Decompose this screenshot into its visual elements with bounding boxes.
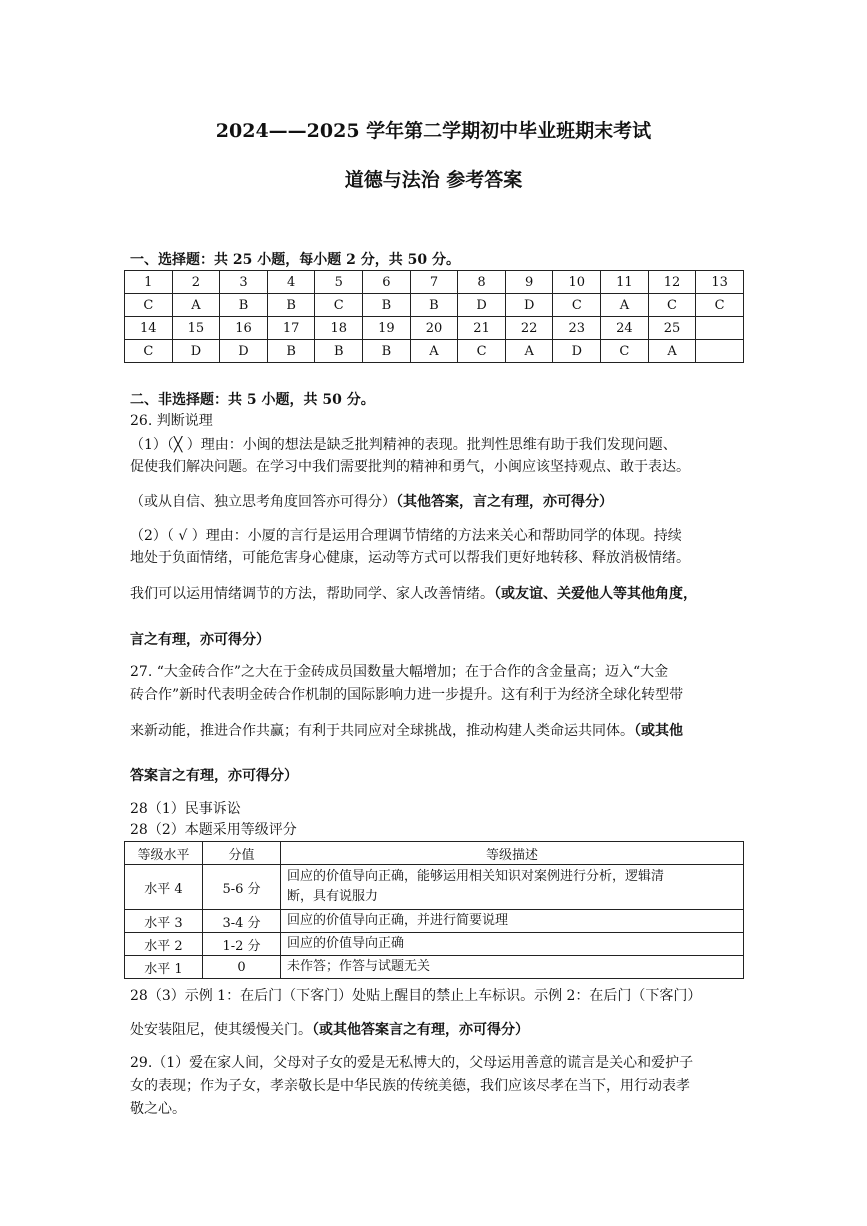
question-number: 15 bbox=[172, 317, 220, 340]
answer-letter: A bbox=[410, 340, 458, 363]
question-number: 25 bbox=[648, 317, 696, 340]
answer-letter: D bbox=[172, 340, 220, 363]
level-cell: 水平 1 bbox=[125, 956, 203, 979]
column-header: 等级水平 bbox=[125, 842, 203, 865]
answer-letter: C bbox=[696, 294, 744, 317]
q28-part3-line1: 28（3）示例 1：在后门（下客门）处贴上醒目的禁止上车标识。示例 2：在后门（下客门） bbox=[130, 988, 702, 1004]
q27-line4: 答案言之有理，亦可得分） bbox=[130, 768, 298, 784]
section2-heading: 二、非选择题：共 5 小题，共 50 分。 bbox=[130, 392, 375, 408]
q28-part3-line2-note: （或其他答案言之有理，亦可得分） bbox=[312, 1022, 529, 1038]
answer-letter: A bbox=[172, 294, 220, 317]
description-cell: 回应的价值导向正确，并进行简要说理 bbox=[281, 910, 744, 933]
answer-letter: D bbox=[220, 340, 268, 363]
q29-line2: 女的表现；作为子女，孝亲敬长是中华民族的传统美德，我们应该尽孝在当下，用行动表孝 bbox=[130, 1078, 690, 1094]
answer-letter: C bbox=[648, 294, 696, 317]
description-line: 断，具有说服力 bbox=[287, 889, 379, 904]
q28-part1: 28（1）民事诉讼 bbox=[130, 801, 241, 817]
q27-line3-text: 来新动能，推进合作共赢；有利于共同应对全球挑战，推动构建人类命运共同体。 bbox=[130, 723, 634, 739]
answer-letter: C bbox=[553, 294, 601, 317]
score-cell: 1-2 分 bbox=[203, 933, 281, 956]
q26-part1-line2: 促使我们解决问题。在学习中我们需要批判的精神和勇气，小闽应该坚持观点、敢于表达。 bbox=[130, 459, 690, 475]
q26-part2-line3-note: （或友谊、关爱他人等其他角度， bbox=[494, 586, 697, 602]
description-cell bbox=[281, 865, 744, 910]
question-number: 22 bbox=[505, 317, 553, 340]
q26-part2-line3-text: 我们可以运用情绪调节的方法，帮助同学、家人改善情绪。 bbox=[130, 586, 494, 602]
exam-subtitle: 道德与法治 参考答案 bbox=[344, 169, 523, 191]
question-number: 17 bbox=[267, 317, 315, 340]
q26-part2-line2: 地处于负面情绪，可能危害身心健康，运动等方式可以帮我们更好地转移、释放消极情绪。 bbox=[130, 550, 690, 566]
question-number: 24 bbox=[601, 317, 649, 340]
question-number: 9 bbox=[505, 271, 553, 294]
answer-number-row-1 bbox=[125, 271, 744, 294]
question-number: 20 bbox=[410, 317, 458, 340]
level-cell: 水平 2 bbox=[125, 933, 203, 956]
answer-letter: B bbox=[410, 294, 458, 317]
question-number: 19 bbox=[363, 317, 411, 340]
question-number: 10 bbox=[553, 271, 601, 294]
answer-letter: B bbox=[267, 294, 315, 317]
question-number: 13 bbox=[696, 271, 744, 294]
grading-row bbox=[125, 933, 744, 956]
q28-part3-line2 bbox=[130, 1018, 529, 1042]
level-cell: 水平 4 bbox=[125, 865, 203, 910]
answer-letter: C bbox=[125, 294, 173, 317]
question-number: 12 bbox=[648, 271, 696, 294]
answer-letter: B bbox=[267, 340, 315, 363]
answer-letter: B bbox=[363, 340, 411, 363]
score-cell: 0 bbox=[203, 956, 281, 979]
level-cell: 水平 3 bbox=[125, 910, 203, 933]
question-number: 11 bbox=[601, 271, 649, 294]
question-number: 18 bbox=[315, 317, 363, 340]
question-number: 6 bbox=[363, 271, 411, 294]
q29-line3: 敬之心。 bbox=[130, 1101, 186, 1117]
answer-letter: B bbox=[220, 294, 268, 317]
answer-letter: C bbox=[458, 340, 506, 363]
q27-line2: 砖合作”新时代表明金砖合作机制的国际影响力进一步提升。这有利于为经济全球化转型带 bbox=[130, 687, 684, 703]
question-number: 2 bbox=[172, 271, 220, 294]
q26-part1-note-alt: （或从自信、独立思考角度回答亦可得分） bbox=[130, 494, 396, 510]
grading-row bbox=[125, 956, 744, 979]
q28-part2: 28（2）本题采用等级评分 bbox=[130, 822, 297, 838]
question-number: 21 bbox=[458, 317, 506, 340]
question-number bbox=[696, 317, 744, 340]
question-number: 23 bbox=[553, 317, 601, 340]
answer-letter: A bbox=[505, 340, 553, 363]
question-number: 8 bbox=[458, 271, 506, 294]
question-number: 1 bbox=[125, 271, 173, 294]
answer-letter: A bbox=[601, 294, 649, 317]
q27-line1: 27. “大金砖合作”之大在于金砖成员国数量大幅增加；在于合作的含金量高；迈入“大金 bbox=[130, 664, 669, 680]
question-number: 3 bbox=[220, 271, 268, 294]
column-header: 等级描述 bbox=[281, 842, 744, 865]
grading-table bbox=[124, 841, 744, 979]
score-cell: 5-6 分 bbox=[203, 865, 281, 910]
answer-letter bbox=[696, 340, 744, 363]
answer-letter: C bbox=[125, 340, 173, 363]
description-line: 回应的价值导向正确，能够运用相关知识对案例进行分析，逻辑清 bbox=[287, 869, 665, 884]
grading-row bbox=[125, 865, 744, 910]
answer-letter: D bbox=[553, 340, 601, 363]
question-number: 5 bbox=[315, 271, 363, 294]
answer-letter-row-2 bbox=[125, 340, 744, 363]
q26-part2-line3 bbox=[130, 582, 697, 606]
q27-line3 bbox=[130, 719, 683, 743]
q26-part1-note bbox=[130, 490, 613, 514]
question-number: 16 bbox=[220, 317, 268, 340]
answer-letter: B bbox=[315, 340, 363, 363]
q27-line3-note: （或其他 bbox=[634, 723, 683, 739]
question-number: 14 bbox=[125, 317, 173, 340]
description-cell: 回应的价值导向正确 bbox=[281, 933, 744, 956]
column-header: 分值 bbox=[203, 842, 281, 865]
q29-line1: 29.（1）爱在家人间，父母对子女的爱是无私博大的，父母运用善意的谎言是关心和爱护子 bbox=[130, 1055, 694, 1071]
q26-part1-note-other: （其他答案，言之有理，亦可得分） bbox=[396, 494, 613, 510]
grading-header-row bbox=[125, 842, 744, 865]
section1-heading: 一、选择题：共 25 小题，每小题 2 分，共 50 分。 bbox=[130, 252, 460, 268]
exam-title: 2024——2025 学年第二学期初中毕业班期末考试 bbox=[215, 120, 652, 142]
q26-title: 26. 判断说理 bbox=[130, 413, 213, 429]
q26-part2-line4: 言之有理，亦可得分） bbox=[130, 632, 270, 648]
description-cell: 未作答；作答与试题无关 bbox=[281, 956, 744, 979]
answer-letter: C bbox=[315, 294, 363, 317]
answer-letter: D bbox=[505, 294, 553, 317]
answer-letter: D bbox=[458, 294, 506, 317]
score-cell: 3-4 分 bbox=[203, 910, 281, 933]
q26-part1-line1: （1）（╳ ）理由：小闽的想法是缺乏批判精神的表现。批判性思维有助于我们发现问题、 bbox=[130, 437, 677, 453]
answer-letter: A bbox=[648, 340, 696, 363]
answer-number-row-2 bbox=[125, 317, 744, 340]
answer-letter-row-1 bbox=[125, 294, 744, 317]
answer-letter: B bbox=[363, 294, 411, 317]
answer-table bbox=[124, 270, 744, 363]
q26-part2-line1: （2）（ √ ）理由：小厦的言行是运用合理调节情绪的方法来关心和帮助同学的体现。持续 bbox=[130, 528, 682, 544]
grading-row bbox=[125, 910, 744, 933]
question-number: 4 bbox=[267, 271, 315, 294]
question-number: 7 bbox=[410, 271, 458, 294]
answer-letter: C bbox=[601, 340, 649, 363]
q28-part3-line2-text: 处安装阻尼，使其缓慢关门。 bbox=[130, 1022, 312, 1038]
